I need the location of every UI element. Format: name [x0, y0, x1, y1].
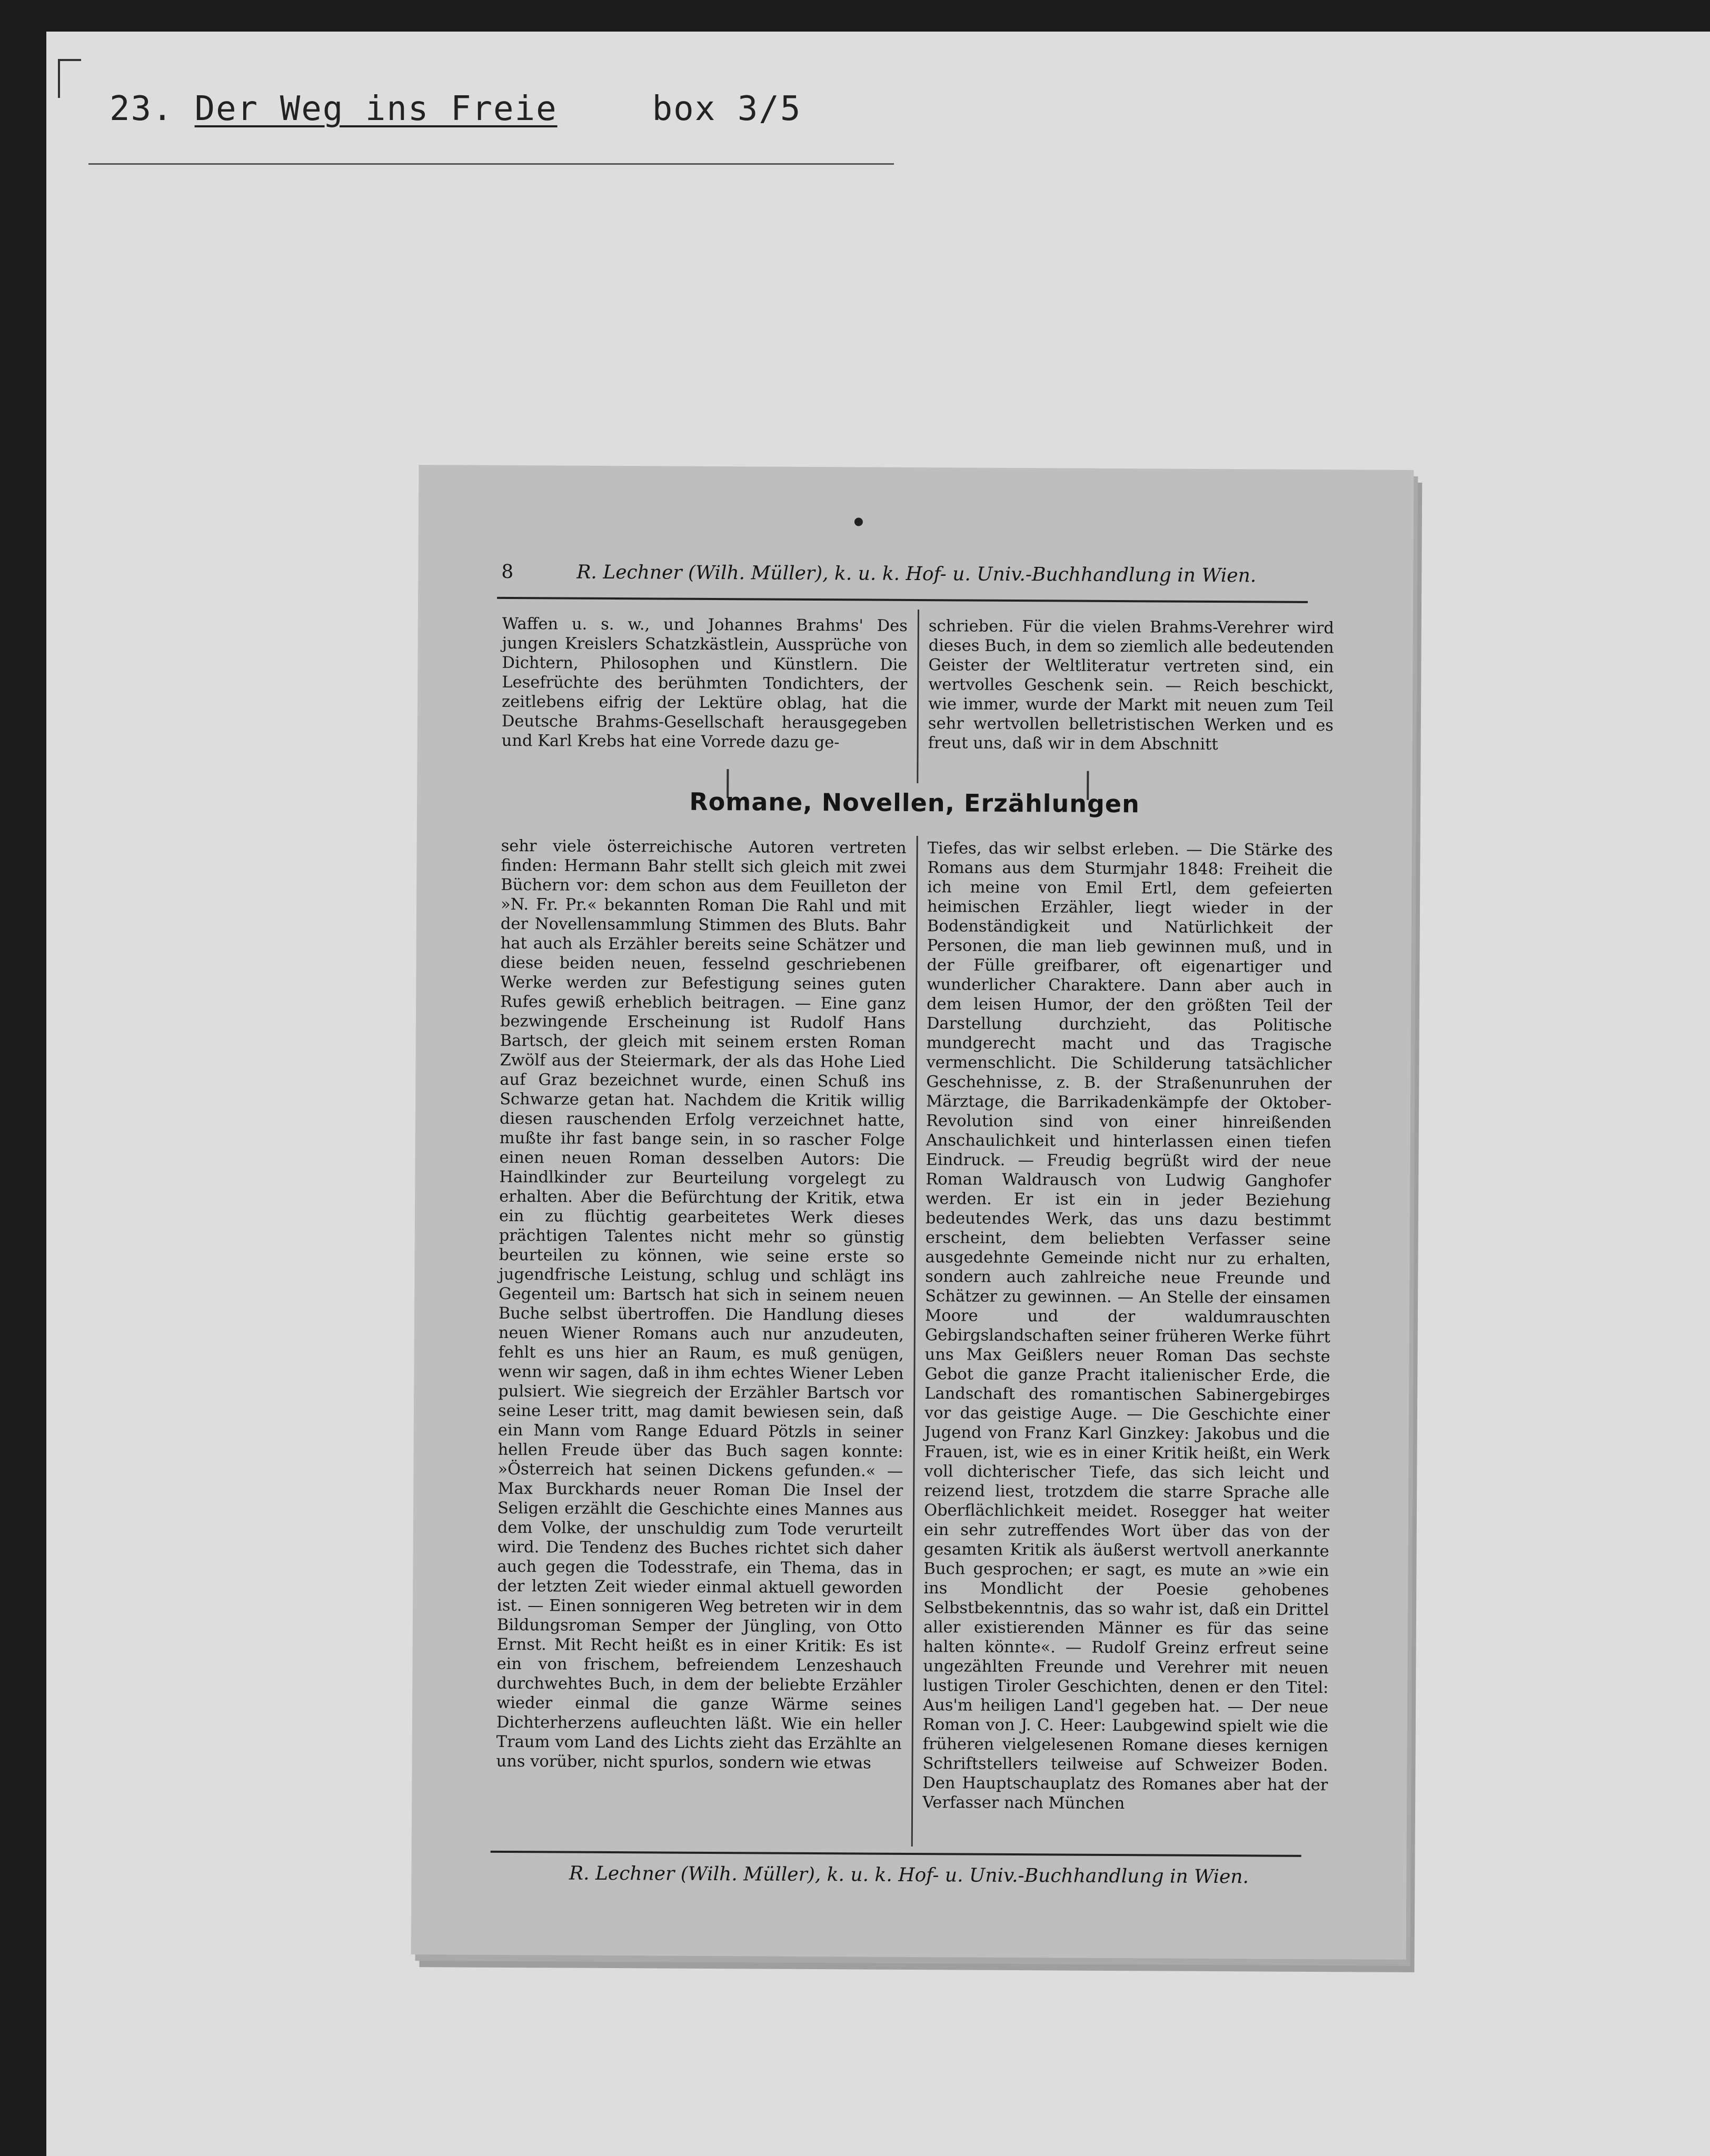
publisher-line: R. Lechner (Wilh. Müller), k. u. k. Hof- u. Univ.-Buchhandlung in Wien. [576, 561, 1257, 587]
intro-column-left [502, 614, 908, 753]
main-text-left: sehr viele österreichische Autoren vertreten finden: Hermann Bahr stellt sich gleich mit zwei Büchern vor: dem schon aus dem Feuilleton der »N. Fr. Pr.« bekannten Roman Die Rahl und mit der Novellensammlung Stimmen des Bluts. Bahr hat auch als Erzähler bereits seine Schätzer und diese beiden neuen, fesselnd geschriebenen Werke werden zur Befestigung seines guten Rufes gewiß erheblich beitragen. — Eine ganz bezwingende Erscheinung ist Rudolf Hans Bartsch, der gleich mit seinem ersten Roman Zwölf aus der Steiermark, der als das Hohe Lied auf Graz bezeichnet wurde, einen Schuß ins Schwarze getan hat. Nachdem die Kritik willig diesen rauschenden Erfolg verzeichnet hatte, mußte ihr fast bange sein, in so rascher Folge einen neuen Roman desselben Autors: Die Haindlkinder zur Beurteilung vorgelegt zu erhalten. Aber die Befürchtung der Kritik, etwa ein zu flüchtig gearbeitetes Werk dieses prächtigen Talentes nicht mehr so günstig beurteilen zu können, wie seine erste so jugendfrische Leistung, schlug und schlägt ins Gegenteil um: Bartsch hat sich in seinem neuen Buche selbst übertroffen. Die Handlung dieses neuen Wiener Romans auch nur anzudeuten, fehlt es uns hier an Raum, es muß genügen, wenn wir sagen, daß in ihm echtes Wiener Leben pulsiert. Wie siegreich der Erzähler Bartsch vor seine Leser tritt, mag damit bewiesen sein, daß ein Mann vom Range Eduard Pötzls in seiner hellen Freude über das Buch sagen konnte: »Österreich hat seinen Dickens gefunden.« — Max Burckhards neuer Roman Die Insel der Seligen erzählt die Geschichte eines Mannes aus dem Volke, der unschuldig zum Tode verurteilt wird. Die Tendenz des Buches richtet sich daher auch gegen die Todesstrafe, ein Thema, das in der letzten Zeit wieder einmal aktuell geworden ist. — Einen sonnigeren Weg betreten wir in dem Bildungsroman Semper der Jüngling, von Otto Ernst. Mit Recht heißt es in einer Kritik: Es ist ein von frischem, befreiendem Lenzeshauch durchwehtes Buch, in dem der beliebte Erzähler wieder einmal die ganze Wärme seines Dichterherzens aufleuchten läßt. Wie ein heller Traum vom Land des Lichts zieht das Erzählte an uns vorüber, nicht spurlos, sondern wie etwas [496, 836, 907, 1773]
archive-card [46, 32, 1710, 2156]
newspaper-clipping [411, 465, 1414, 1960]
header-rule [88, 163, 894, 165]
footer-publisher-line: R. Lechner (Wilh. Müller), k. u. k. Hof- u. Univ.-Buchhandlung in Wien. [569, 1862, 1249, 1888]
item-number: 23. [110, 89, 174, 128]
main-text-right: Tiefes, das wir selbst erleben. — Die Stärke des Romans aus dem Sturmjahr 1848: Freiheit die ich meine von Emil Ertl, dem gefeierten heimischen Erzähler, liegt wieder in der Bodenständigkeit und Natürlichkeit der Personen, die man lieb gewinnen muß, und in der Fülle greifbarer, oft eigenartiger und wunderlicher Charaktere. Dann aber auch in dem leisen Humor, der den größten Teil der Darstellung durchzieht, das Politische mundgerecht macht und das Tragische vermenschlicht. Die Schilderung tatsächlicher Geschehnisse, z. B. der Straßenunruhen der Märztage, die Barrikadenkämpfe der Oktober-Revolution sind von einer hinreißenden Anschaulichkeit und hinterlassen einen tiefen Eindruck. — Freudig begrüßt wird der neue Roman Waldrausch von Ludwig Ganghofer werden. Er ist ein in jeder Beziehung bedeutendes Werk, das uns dazu bestimmt erscheint, dem beliebten Verfasser seine ausgedehnte Gemeinde nicht nur zu erhalten, sondern auch zahlreiche neue Freunde und Schätzer zu gewinnen. — An Stelle der einsamen Moore und der waldumrauschten Gebirgslandschaften seiner früheren Werke führt uns Max Geißlers neuer Roman Das sechste Gebot die ganze Pracht italienischer Erde, die Landschaft des romantischen Sabinergebirges vor das geistige Auge. — Die Geschichte einer Jugend von Franz Karl Ginzkey: Jakobus und die Frauen, ist, wie es in einer Kritik heißt, ein Werk voll dichterischer Tiefe, das sich leicht und reizend liest, trotzdem die starre Sprache alle Oberflächlichkeit meidet. Rosegger hat weiter ein sehr zutreffendes Wort über das von der gesamten Kritik als äußerst wertvoll anerkannte Buch gesprochen; er sagt, es mute an »wie ein ins Mondlicht der Poesie gehobenes Selbstbekenntnis, das so wahr ist, daß ein Drittel aller existierenden Männer es für das seine halten könnte«. — Rudolf Greinz erfreut seine ungezählten Freunde und Verehrer mit neuen lustigen Tiroler Geschichten, denen er den Titel: Aus'm heiligen Land'l gegeben hat. — Der neue Roman von J. C. Heer: Laubgewind spielt wie die früheren vielgelesenen Romane dieses kernigen Schriftstellers teilweise auf Schweizer Boden. Den Hauptschauplatz des Romanes aber hat der Verfasser nach München [922, 839, 1333, 1813]
work-title: Der Weg ins Freie [194, 89, 558, 128]
column-divider-top [917, 610, 919, 783]
running-head [501, 561, 1301, 587]
card-header [110, 89, 801, 128]
bottom-rule [491, 1851, 1301, 1857]
box-label: box 3/5 [652, 89, 802, 128]
column-divider-main [911, 836, 918, 1846]
page-number: 8 [501, 561, 514, 583]
corner-mark [58, 59, 81, 98]
main-column-right [922, 839, 1333, 1814]
intro-text-left: Waffen u. s. w., und Johannes Brahms' Des jungen Kreislers Schatzkästlein, Aussprüche von Dichtern, Philosophen und Künstlern. Die Lesefrüchte des berühmten Tondichters, der zeitlebens eifrig der Lektüre oblag, hat die Deutsche Brahms-Gesellschaft herausgegeben und Karl Krebs hat eine Vorrede dazu ge- [501, 614, 908, 752]
pin-hole [854, 517, 863, 526]
intro-column-right [928, 616, 1334, 755]
main-column-left [496, 836, 906, 1773]
top-rule [497, 597, 1308, 603]
intro-text-right: schrieben. Für die vielen Brahms-Verehrer wird dieses Buch, in dem so ziemlich alle bedeutenden Geister der Weltliteratur vertreten sind, ein wertvolles Geschenk sein. — Reich beschickt, wie immer, wurde der Markt mit neuen zum Teil sehr wertvollen belletristischen Werken und es freut uns, daß wir in dem Abschnitt [928, 617, 1334, 754]
section-heading: Romane, Novellen, Erzählungen [689, 787, 1140, 819]
